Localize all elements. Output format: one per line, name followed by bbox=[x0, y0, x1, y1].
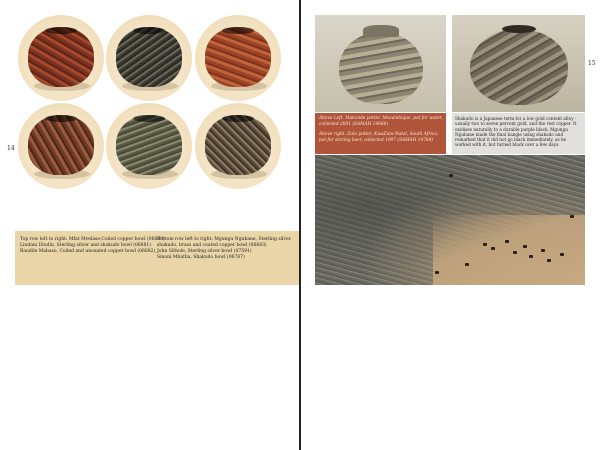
caption-line: Bandile Mabaso, Coiled and unoxated copper bowl (06682) bbox=[20, 249, 156, 254]
shakudo-note-box bbox=[452, 113, 585, 154]
caption-line: John Sithole, Sterling silver bowl (07591) bbox=[157, 249, 252, 254]
bowl-photo-6 bbox=[195, 103, 281, 189]
bowl-photo-2 bbox=[106, 15, 192, 101]
note-line: worked with it, but turned black over a few days. bbox=[455, 142, 560, 148]
caption-line: shakudo, brass and coated copper bowl (06683) bbox=[157, 243, 267, 248]
zulu-pot-photo bbox=[452, 15, 585, 112]
left-caption-box bbox=[15, 231, 299, 285]
bowl-photo-4 bbox=[18, 103, 104, 189]
note-text bbox=[455, 116, 583, 148]
caption-line: Above right. Zulu potter, KwaZulu-Natal, South Africa, bbox=[319, 132, 439, 137]
note-line: a durable purple black. Mgungu Ngubane made the final bangle using bbox=[455, 126, 568, 137]
caption-line: Bottom row left to right: Mgungu Ngubane, Sterling silver, bbox=[157, 237, 292, 242]
caption-line: collected 2001 (SAMAH 14966) bbox=[319, 122, 389, 127]
caption-line: pot for storing beer, collected 1997 (SAMAH 14784) bbox=[319, 138, 434, 143]
caption-line: Above Left. Makonde potter, Mozambique, pot for water, bbox=[319, 116, 443, 121]
page-number-left: 14 bbox=[7, 145, 15, 152]
note-line: seven percent gold, and the rest copper. It oxidises naturally to bbox=[455, 121, 577, 132]
caption-line: Top row left to right: Mfat Mvelase,Coiled copper bowl (06680) bbox=[20, 237, 165, 242]
note-line: Shakudo is a Japanese term for a low gold content alloy - usually two to bbox=[455, 116, 577, 127]
caption-line: Lindani Dludlu, Sterling silver and shakudo bowl (06681) bbox=[20, 243, 152, 248]
bowl-photo-5 bbox=[106, 103, 192, 189]
left-page bbox=[0, 0, 299, 450]
caption-line: Sinoni Mbatha, Shakudo bowl (06787) bbox=[157, 255, 245, 260]
landscape-cattle-photo bbox=[315, 155, 585, 285]
note-line: shakudo and remarked that it did not go black immediately, as he bbox=[455, 131, 567, 143]
bowl-photo-3 bbox=[195, 15, 281, 101]
pot-caption-box bbox=[315, 113, 446, 154]
page-number-right: 15 bbox=[588, 60, 596, 67]
caption-top-row bbox=[20, 237, 165, 255]
makonde-pot-photo bbox=[315, 15, 446, 112]
bowl-photo-1 bbox=[18, 15, 104, 101]
caption-bottom-row bbox=[157, 237, 292, 261]
